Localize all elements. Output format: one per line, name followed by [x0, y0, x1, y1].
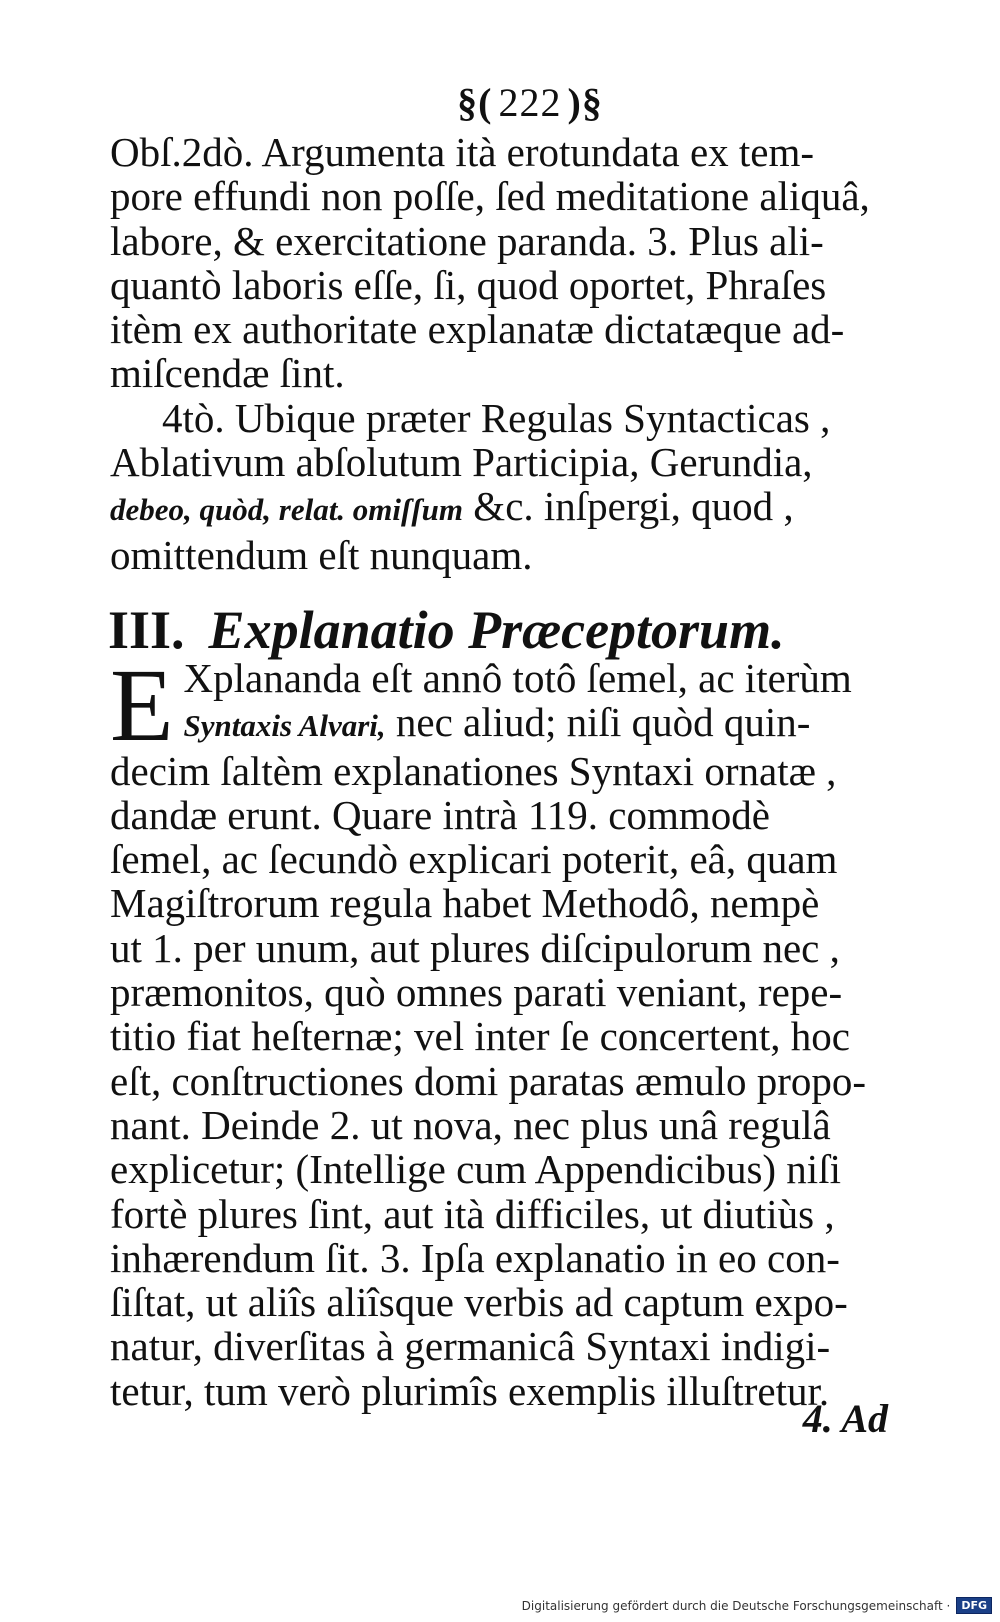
text-line: 4tò. Ubique præter Regulas Syntacticas ,	[162, 394, 831, 441]
text-line: itèm ex authoritate explanatæ dictatæque ad-	[110, 306, 845, 353]
text-segment: nec aliud; niſi quòd quin-	[385, 699, 811, 746]
italic-phrase: Syntaxis Alvari,	[183, 708, 386, 744]
italic-phrase: debeo, quòd, relat. omiſſum	[110, 492, 464, 528]
text-line: labore, & exercitatione paranda. 3. Plus ali-	[110, 217, 824, 264]
text-line: explicetur; (Intellige cum Appendicibus) niſi	[110, 1146, 841, 1193]
drop-cap: E	[110, 648, 174, 763]
text-line	[110, 700, 910, 748]
text-line: nant. Deinde 2. ut nova, nec plus unâ regulâ	[110, 1101, 831, 1148]
text-line: ut 1. per unum, aut plures diſcipulorum nec ,	[110, 924, 840, 971]
text-line: inhærendum ſit. 3. Ipſa explanatio in eo con-	[110, 1234, 840, 1281]
text-line: Obſ.2dò. Argumenta ità erotundata ex tem-	[110, 129, 815, 175]
text-segment: &c. inſpergi, quod ,	[463, 483, 794, 530]
page-header	[380, 72, 680, 132]
text-line: omittendum eſt nunquam.	[110, 531, 533, 578]
section-heading	[108, 600, 908, 660]
section-paragraph	[110, 648, 910, 1414]
text-line: ſiſtat, ut aliîs aliîsque verbis ad captum expo-	[110, 1279, 848, 1326]
text-line: ſemel, ac ſecundò explicari poterit, eâ, quam	[110, 836, 838, 883]
page-number: 222	[498, 79, 562, 125]
text-line: quantò laboris eſſe, ſi, quod oportet, Phraſes	[110, 261, 827, 308]
footer-text: Digitalisierung gefördert durch die Deutsche Forschungsgemeinschaft ·	[521, 1598, 951, 1613]
text-line: Magiſtrorum regula habet Methodô, nempè	[110, 880, 820, 927]
text-line: pore effundi non poſſe, ſed meditatione aliquâ,	[110, 173, 870, 220]
text-line: natur, diverſitas à germanicâ Syntaxi indigi-	[110, 1323, 831, 1370]
text-line: tetur, tum verò plurimîs exemplis illuſtretur.	[110, 1367, 830, 1414]
text-line: Ablativum abſolutum Participia, Gerundia,	[110, 439, 813, 486]
text-line: Xplananda eſt annô totô ſemel, ac iterùm	[183, 655, 852, 701]
text-line: decim ſaltèm explanationes Syntaxi ornatæ ,	[110, 747, 837, 794]
section-number: III.	[108, 600, 185, 660]
text-line: dandæ erunt. Quare intrà 119. commodè	[110, 791, 770, 838]
observation-paragraph	[110, 130, 910, 577]
left-ornament: §(	[457, 79, 493, 125]
text-line	[110, 484, 910, 532]
text-line: præmonitos, quò omnes parati veniant, repe-	[110, 969, 843, 1016]
text-line: titio fiat heſternæ; vel inter ſe concertent, hoc	[110, 1013, 851, 1060]
right-ornament: )§	[567, 79, 603, 125]
text-line: eſt, conſtructiones domi paratas æmulo propo-	[110, 1057, 867, 1104]
section-title: Explanatio Præceptorum.	[208, 600, 785, 660]
catchword: 4. Ad	[802, 1396, 888, 1441]
text-line: fortè plures ſint, aut ità difficiles, ut diutiùs ,	[110, 1190, 835, 1237]
digitization-footer	[522, 1597, 992, 1614]
text-line: miſcendæ ſint.	[110, 350, 345, 397]
dfg-logo: DFG	[956, 1597, 992, 1614]
